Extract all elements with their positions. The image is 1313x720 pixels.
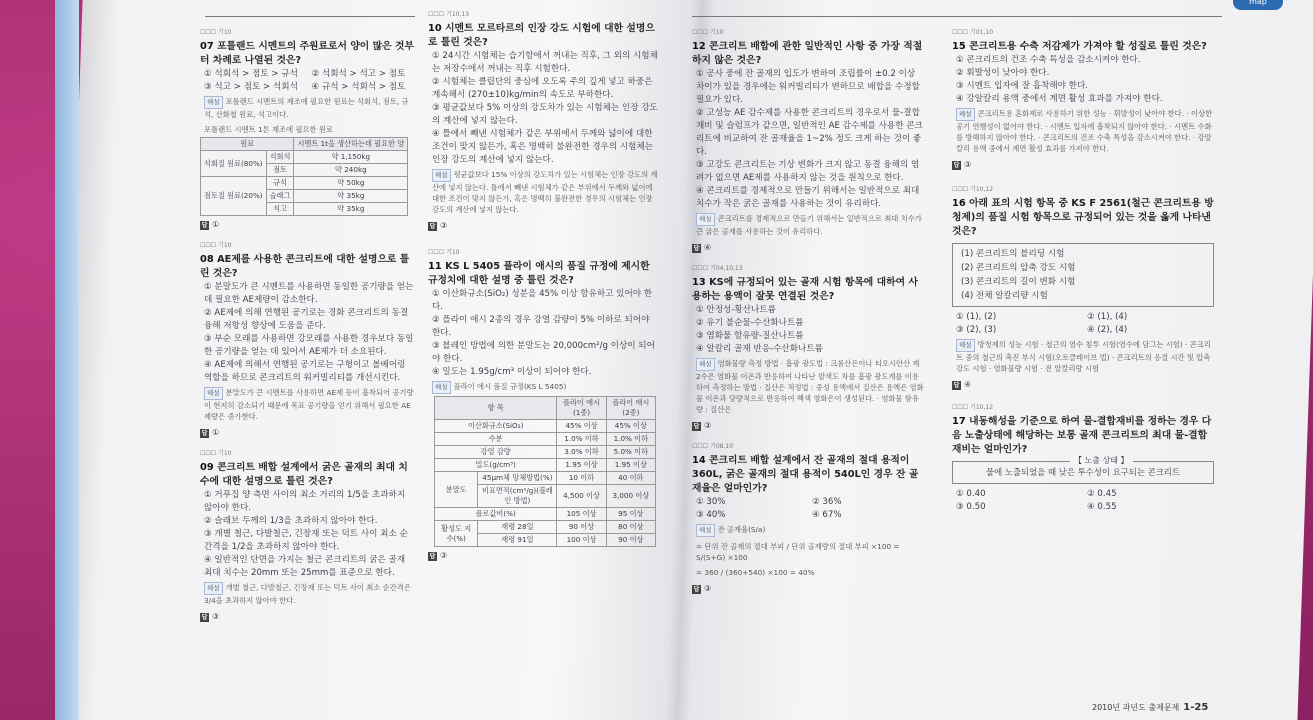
question-tag: ☐☐☐ 기01,10 <box>952 29 994 36</box>
question-number: 14 <box>692 455 706 466</box>
answer <box>428 549 660 562</box>
question-number: 08 <box>200 254 214 265</box>
explanation-text: 포틀랜드 시멘트의 제조에 필요한 원료는 석회석, 점토, 규석, 산화철 원료, 석고이다. <box>204 97 409 119</box>
answer-value: ③ <box>440 551 448 560</box>
question-title <box>692 454 924 496</box>
question-text: KS에 규정되어 있는 골재 시험 항목에 대하여 사용하는 용액이 잘못 연결된 것은? <box>692 277 918 302</box>
question-09 <box>200 447 415 623</box>
option-3: ③ 평균값보다 5% 이상의 강도차가 있는 시험체는 인장 강도의 계산에 넣지 않는다. <box>432 103 658 126</box>
explanation <box>692 522 924 539</box>
options-row <box>692 496 924 509</box>
answer <box>692 419 924 432</box>
option-3: ③ 염화물 함유량-질산나트륨 <box>696 331 804 341</box>
question-title <box>428 260 660 288</box>
raw-material-table <box>200 137 408 216</box>
option-4: ④ 콘크리트를 경제적으로 만들기 위해서는 일반적으로 최대 치수가 작은 굵은 골재를 사용하는 것이 유리하다. <box>696 186 920 209</box>
option-2: ② 슬래브 두께의 1/3을 초과하지 않아야 한다. <box>204 516 378 526</box>
question-tag: ☐☐☐ 기10 <box>692 29 724 36</box>
options-row <box>200 81 415 94</box>
answer-value: ① <box>212 428 220 437</box>
option-4: ④ 일반적인 단면을 가지는 철근 콘크리트의 굵은 골재 최대 치수는 20mm 또는 25mm를 표준으로 한다. <box>204 555 406 578</box>
table-cell: 석회석 <box>266 151 294 164</box>
question-13 <box>692 262 924 432</box>
answer-label: 답 <box>953 382 960 389</box>
question-number: 09 <box>200 462 214 473</box>
table-cell: 45% 이상 <box>557 420 606 433</box>
option-1: ① 이산화규소(SiO₂) 성분을 45% 이상 함유하고 있어야 한다. <box>432 289 653 312</box>
table-cell: 석고 <box>266 203 294 216</box>
question-tag: ☐☐☐ 기04,10,13 <box>692 265 743 272</box>
question-tag: ☐☐☐ 기08,10 <box>692 443 734 450</box>
question-text: 콘크리트 배합에 관한 일반적인 사항 중 가장 적절하지 않은 것은? <box>692 41 923 66</box>
question-number: 16 <box>952 198 966 209</box>
table-caption: 포틀랜드 시멘트 1톤 제조에 필요한 원료 <box>204 125 334 134</box>
question-text: AE제를 사용한 콘크리트에 대한 설명으로 틀린 것은? <box>200 254 410 279</box>
option-2: ② (1), (4) <box>1087 312 1128 322</box>
explanation-label: 해설 <box>204 582 223 595</box>
table-cell: 이산화규소(SiO₂) <box>435 420 557 433</box>
question-number: 12 <box>692 41 706 52</box>
question-title <box>692 276 924 304</box>
question-title <box>200 461 415 489</box>
table-cell: 밀도(g/cm³) <box>435 459 557 472</box>
answer <box>200 218 415 231</box>
question-text: KS L 5405 플라이 애시의 품질 규정에 제시한 규정치에 대한 설명 중 틀린 것은? <box>428 261 650 286</box>
question-16 <box>952 183 1214 391</box>
answer-label: 답 <box>201 222 208 229</box>
option-1: ① 콘크리트의 건조 수축 특성을 감소시켜야 한다. <box>956 55 1141 65</box>
options-row <box>952 311 1214 324</box>
answer-value: ① <box>212 220 220 229</box>
options-row <box>200 68 415 81</box>
answer <box>200 610 415 623</box>
answer <box>952 158 1214 171</box>
question-12 <box>692 26 924 254</box>
question-number: 07 <box>200 41 214 52</box>
option-3: ③ 0.50 <box>956 502 986 512</box>
question-08 <box>200 239 415 439</box>
question-text: 콘크리트 배합 설계에서 굵은 골재의 최대 치수에 대한 설명으로 틀린 것은? <box>200 462 408 487</box>
option-1: ① 30% <box>696 497 726 507</box>
book-edge <box>55 0 79 720</box>
option-3: ③ 부순 모래를 사용하면 강모래를 사용한 경우보다 동일한 공기량을 얻는 데 있어서 AE제가 더 소요된다. <box>204 334 414 357</box>
table-cell: 45μm체 망체방법(%) <box>478 472 557 485</box>
question-title <box>200 40 415 68</box>
answer-label: 답 <box>201 430 208 437</box>
table-cell: 10 이하 <box>557 472 606 485</box>
page-number: 1-25 <box>1183 702 1209 713</box>
table-cell: 3,000 이상 <box>606 485 655 508</box>
answer-label: 답 <box>429 553 436 560</box>
question-tag: ☐☐☐ 기10 <box>200 242 232 249</box>
option-4: ④ 알칼리 골재 반응-수산화나트륨 <box>696 344 823 354</box>
condition-text: 물에 노출되었을 때 낮은 투수성이 요구되는 콘크리트 <box>986 467 1180 477</box>
question-number: 17 <box>952 416 966 427</box>
formula-result: = 360 / (360+540) ×100 = 40% <box>696 568 815 577</box>
option-2: ② 0.45 <box>1087 489 1117 499</box>
box-item: (2) 콘크리트의 압축 강도 시험 <box>961 263 1076 273</box>
explanation <box>428 379 660 396</box>
option-3: ③ 40% <box>696 510 726 520</box>
explanation <box>952 106 1214 156</box>
option-1: ① 0.40 <box>956 489 986 499</box>
table-cell: 95 이상 <box>606 508 655 521</box>
question-07 <box>200 26 415 231</box>
option-2: ② 휘발성이 낮아야 한다. <box>956 68 1050 78</box>
explanation <box>428 167 660 217</box>
answer <box>692 582 924 595</box>
explanation <box>200 94 415 122</box>
explanation <box>200 385 415 424</box>
table-cell: 비표면적(cm²/g)(블레인 방법) <box>478 485 557 508</box>
option-4: ④ AE제에 의해서 연행된 공기로는 구형이고 볼베어링 역할을 하므로 콘크리트의 워커빌리티를 개선시킨다. <box>204 360 406 383</box>
top-rule-right <box>692 16 1222 17</box>
answer <box>692 241 924 254</box>
table-header: 원료 <box>201 138 294 151</box>
explanation-label: 해설 <box>432 169 451 182</box>
answer-value: ③ <box>212 612 220 621</box>
answer <box>428 219 660 232</box>
table-cell: 90 이상 <box>557 521 606 534</box>
explanation <box>692 211 924 239</box>
option-4: ④ 규석 > 석회석 > 점토 <box>311 82 406 92</box>
box-item: (4) 전체 알칼리량 시험 <box>961 291 1048 301</box>
formula-line: = 단위 잔 골재의 절대 부피 / 단위 골재량의 절대 부피 ×100 = S/(S+G) ×100 <box>696 542 900 562</box>
option-1: ① 석회석 > 점토 > 규석 <box>204 69 298 79</box>
explanation-text: 개별 철근, 다발철근, 긴장재 또는 덕트 사이 최소 순간격은 3/4을 초과하지 않아야 한다. <box>204 583 411 605</box>
answer-value: ③ <box>964 160 972 169</box>
option-3: ③ 고강도 콘크리트는 기상 변화가 크지 않고 동결 융해의 염려가 없으면 AE제를 사용하지 않는 것을 원칙으로 한다. <box>696 160 920 183</box>
table-cell: 1.0% 이하 <box>557 433 606 446</box>
explanation-text: 플라이 애시 품질 규정(KS L 5405) <box>453 382 567 391</box>
question-text: 시멘트 모르타르의 인장 강도 시험에 대한 설명으로 틀린 것은? <box>428 23 655 48</box>
page-footer <box>1092 702 1208 713</box>
table-cell: 80 이상 <box>606 521 655 534</box>
left-page-column-2 <box>428 8 660 570</box>
table-cell: 5.0% 이하 <box>606 446 655 459</box>
answer-label: 답 <box>693 423 700 430</box>
table-cell: 1.95 이상 <box>557 459 606 472</box>
right-page-column-1 <box>692 26 924 603</box>
option-4: ④ 밀도는 1.95g/cm³ 이상이 되어야 한다. <box>432 367 592 377</box>
table-cell: 105 이상 <box>557 508 606 521</box>
table-cell: 점토질 원료(20%) <box>201 177 267 216</box>
option-2: ② 플라이 애시 2종의 경우 강열 감량이 5% 이하로 되어야 한다. <box>432 315 650 338</box>
table-cell: 1.0% 이하 <box>606 433 655 446</box>
option-2: ② 시험체는 클립단의 중심에 오도록 주의 깊게 넣고 하중은 계속해서 (270±10)kg/min의 속도로 부하한다. <box>432 77 653 100</box>
box-item: (3) 콘크리트의 길이 변화 시험 <box>961 277 1076 287</box>
answer-value: ④ <box>704 243 712 252</box>
table-cell: 100 이상 <box>557 534 606 547</box>
explanation <box>692 356 924 417</box>
condition-label: 【 노출 상태 】 <box>1070 454 1133 467</box>
explanation-label: 해설 <box>696 524 715 537</box>
answer-label: 답 <box>953 162 960 169</box>
table-cell: 3.0% 이하 <box>557 446 606 459</box>
question-text: 아래 표의 시험 항목 중 KS F 2561(철근 콘크리트용 방청제)의 품질 시험 항목으로 규정되어 있는 것을 옳게 나타낸 것은? <box>952 198 1214 237</box>
option-2: ② 유기 불순물-수산화나트륨 <box>696 318 804 328</box>
table-cell: 약 35kg <box>294 203 408 216</box>
answer-label: 답 <box>201 614 208 621</box>
explanation <box>200 580 415 608</box>
option-4: ④ 강알칼리 용액 중에서 계면 활성 효과를 가져야 한다. <box>956 94 1163 104</box>
table-cell: 플로값비(%) <box>435 508 557 521</box>
question-text: 콘크리트 배합 설계에서 잔 골재의 절대 용적이 360L, 굵은 골재의 절대 용적이 540L인 경우 잔 골재율은 얼마인가? <box>692 455 919 494</box>
options-row <box>952 501 1214 514</box>
answer-label: 답 <box>693 586 700 593</box>
option-2: ② 36% <box>812 497 842 507</box>
options-row <box>952 324 1214 337</box>
question-title <box>952 197 1214 239</box>
answer-value: ③ <box>704 584 712 593</box>
question-text: 콘크리트용 수축 저감제가 가져야 할 성질로 틀린 것은? <box>969 41 1207 52</box>
option-4: ④ 67% <box>812 510 842 520</box>
option-3: ③ 석고 > 점토 > 석회석 <box>204 82 298 92</box>
options-row <box>952 488 1214 501</box>
explanation-text: 콘크리트를 경제적으로 만들기 위해서는 일반적으로 최대 치수가 큰 굵은 골재를 사용하는 것이 유리하다. <box>696 214 922 236</box>
explanation-text: 평균값보다 15% 이상의 강도차가 있는 시험체는 인장 강도의 계산에 넣지 않는다. 틀에서 빼낸 시험체가 같은 부위에서 두께와 넓이에 대한 조건이 맞지 않든가, 혹은 명백히 불완전한 경우의 시험체는 인장 강도의 계산에 넣지 않는다. <box>432 170 658 214</box>
table-cell: 약 1,150kg <box>294 151 408 164</box>
question-11 <box>428 246 660 562</box>
box-item: (1) 콘크리트의 블리딩 시험 <box>961 249 1065 259</box>
question-title <box>952 415 1214 457</box>
question-number: 15 <box>952 41 966 52</box>
question-title <box>692 40 924 68</box>
options-row <box>692 509 924 522</box>
question-tag: ☐☐☐ 기10 <box>200 450 232 457</box>
right-page-column-2 <box>952 26 1214 522</box>
question-title <box>952 40 1214 54</box>
question-title <box>428 22 660 50</box>
question-15 <box>952 26 1214 171</box>
question-text: 내동해성을 기준으로 하여 물-결합재비를 정하는 경우 다음 노출상태에 해당하는 보통 골재 콘크리트의 최대 물-결합재비는 얼마인가? <box>952 416 1212 455</box>
table-header: 시멘트 1t을 생산하는데 필요한 양 <box>294 138 408 151</box>
answer-value: ④ <box>964 380 972 389</box>
question-number: 13 <box>692 277 706 288</box>
option-1: ① 24시간 시험체는 습기함에서 꺼내는 직후, 그 외의 시험체는 저장수에서 꺼내는 직후 시험한다. <box>432 51 658 74</box>
table-cell: 90 이상 <box>606 534 655 547</box>
table-cell: 재령 91일 <box>478 534 557 547</box>
table-group-label: 분말도 <box>435 472 478 508</box>
question-number: 11 <box>428 261 442 272</box>
option-3: ③ 개별 철근, 다발철근, 긴장재 또는 덕트 사이 최소 순간격을 1/2을 초과하지 않아야 한다. <box>204 529 408 552</box>
fly-ash-table <box>434 396 656 547</box>
option-1: ① 거푸집 양 측면 사이의 최소 거리의 1/5을 초과하지 않아야 한다. <box>204 490 406 513</box>
answer-value: ③ <box>704 421 712 430</box>
option-2: ② 고성능 AE 감수제를 사용한 콘크리트의 경우로서 물-결합재비 및 슬럼프가 같으면, 일반적인 AE 감수제를 사용한 콘크리트에 비교하여 잔 골재율을 1~2% 정도 크게 하는 것이 좋다. <box>696 108 923 157</box>
option-1: ① 안정성-황산나트륨 <box>696 305 776 315</box>
question-17 <box>952 401 1214 514</box>
question-number: 10 <box>428 23 442 34</box>
explanation-text: 염화물량 측정 방법 · 흡광 광도법 : 크롬산은이나 티오시안산 제2수은 염화물 이온과 반응하여 나타난 발색도 차를 흡광 광도계를 이용하여 측정하는 방법 · 질산은 적정법 : 중성 용액에서 질산은 용액은 염화물 이온과 당량적으로 반응하여 백색 염화은이 생성된다. · 염화물 함유량 : 질산은 <box>696 359 924 414</box>
table-cell: 점토 <box>266 164 294 177</box>
explanation-label: 해설 <box>432 381 451 394</box>
option-2: ② AE제에 의해 연행된 공기로는 경화 콘크리트의 동결 융해 저항성 향상에 도움을 준다. <box>204 308 409 331</box>
option-3: ③ 시멘트 입자에 잘 흡착해야 한다. <box>956 81 1089 91</box>
left-page-column-1 <box>200 26 415 631</box>
option-1: ① 공사 중에 잔 골재의 입도가 변하여 조립률이 ±0.2 이상 차이가 있을 경우에는 워커빌리티가 변하므로 배합을 수정할 필요가 있다. <box>696 69 920 105</box>
question-tag: ☐☐☐ 기10 <box>200 29 232 36</box>
explanation-label: 해설 <box>956 339 975 352</box>
question-tag: ☐☐☐ 기10,12 <box>952 404 994 411</box>
option-4: ④ 틀에서 빼낸 시험체가 같은 부위에서 두께와 넓이에 대한 조건이 맞지 않든가, 혹은 명백히 불완전한 경우의 시험체는 인장 강도의 계산에 넣지 않는다. <box>432 129 654 165</box>
table-cell: 45% 이상 <box>606 420 655 433</box>
explanation-label: 해설 <box>696 213 715 226</box>
exposure-condition-box <box>952 456 1214 484</box>
table-cell: 재령 28일 <box>478 521 557 534</box>
explanation-label: 해설 <box>696 358 715 371</box>
table-header: 항 목 <box>435 397 557 420</box>
answer-value: ③ <box>440 221 448 230</box>
question-14 <box>692 440 924 595</box>
question-text: 포틀랜드 시멘트의 주원료로서 양이 많은 것부터 차례로 나열된 것은? <box>200 41 414 66</box>
footer-text: 2010년 과년도 출제문제 <box>1092 703 1180 712</box>
option-1: ① 분말도가 큰 시멘트를 사용하면 동일한 공기량을 얻는데 필요한 AE제량이 감소한다. <box>204 282 414 305</box>
test-items-box <box>952 243 1214 307</box>
option-3: ③ (2), (3) <box>956 325 997 335</box>
option-2: ② 석회석 > 석고 > 점토 <box>311 69 406 79</box>
question-tag: ☐☐☐ 기10,12 <box>952 186 994 193</box>
table-header: 플라이 애시(1종) <box>557 397 606 420</box>
table-cell: 약 240kg <box>294 164 408 177</box>
answer-label: 답 <box>693 245 700 252</box>
table-cell: 약 50kg <box>294 177 408 190</box>
top-rule-left <box>205 16 415 17</box>
option-1: ① (1), (2) <box>956 312 997 322</box>
table-cell: 1.95 이상 <box>606 459 655 472</box>
table-cell: 40 이하 <box>606 472 655 485</box>
explanation-text: 잔 골재율(S/a) <box>717 525 766 534</box>
question-10 <box>428 8 660 232</box>
table-cell: 규석 <box>266 177 294 190</box>
table-header: 플라이 애시(2종) <box>606 397 655 420</box>
answer <box>200 426 415 439</box>
table-cell: 강열 감량 <box>435 446 557 459</box>
brand-logo: map <box>1233 0 1283 10</box>
question-tag: ☐☐☐ 기10,13 <box>428 11 470 18</box>
option-4: ④ 0.55 <box>1087 502 1117 512</box>
answer <box>952 378 1214 391</box>
explanation-text: 콘크리트용 혼화제로 사용하기 위한 성능 · 휘발성이 낮아야 한다. · 이상한 공기 연행성이 없어야 한다. · 시멘트 입자에 흡착되지 않아야 한다. · 시멘트 수화를 방해하지 않아야 한다. · 콘크리트의 건조 수축 특성을 감소시켜야 한다. · 강알칼리 용액 중에서 계면 활성 효과를 가져야 한다. <box>956 109 1213 153</box>
question-tag: ☐☐☐ 기10 <box>428 249 460 256</box>
table-group-label: 활성도 지수(%) <box>435 521 478 547</box>
explanation-label: 해설 <box>956 108 975 121</box>
table-cell: 석회질 원료(80%) <box>201 151 267 177</box>
explanation-label: 해설 <box>204 96 223 109</box>
table-cell: 슬래그 <box>266 190 294 203</box>
answer-label: 답 <box>429 223 436 230</box>
table-cell: 수분 <box>435 433 557 446</box>
explanation-text: 분말도가 큰 시멘트를 사용하면 AE제 등이 흡착되어 공기량이 현저히 감소되기 때문에 목표 공기량을 얻기 위해서 필요한 AE제량은 증가한다. <box>204 388 414 421</box>
table-cell: 4,500 이상 <box>557 485 606 508</box>
explanation-label: 해설 <box>204 387 223 400</box>
explanation-text: 방청제의 성능 시험 · 철근의 염수 침투 시험(염수에 담그는 시험) · 콘크리트 중의 철근의 촉진 부식 시험(오토클레이브 법) · 콘크리트의 응결 시간 및 압축 강도 시험 · 염화물량 시험 · 전 알칼리량 시험 <box>956 340 1211 373</box>
question-title <box>200 253 415 281</box>
table-cell: 약 35kg <box>294 190 408 203</box>
option-3: ③ 블레인 방법에 의한 분말도는 20,000cm²/g 이상이 되어야 한다. <box>432 341 655 364</box>
option-4: ④ (2), (4) <box>1087 325 1128 335</box>
explanation <box>952 337 1214 376</box>
